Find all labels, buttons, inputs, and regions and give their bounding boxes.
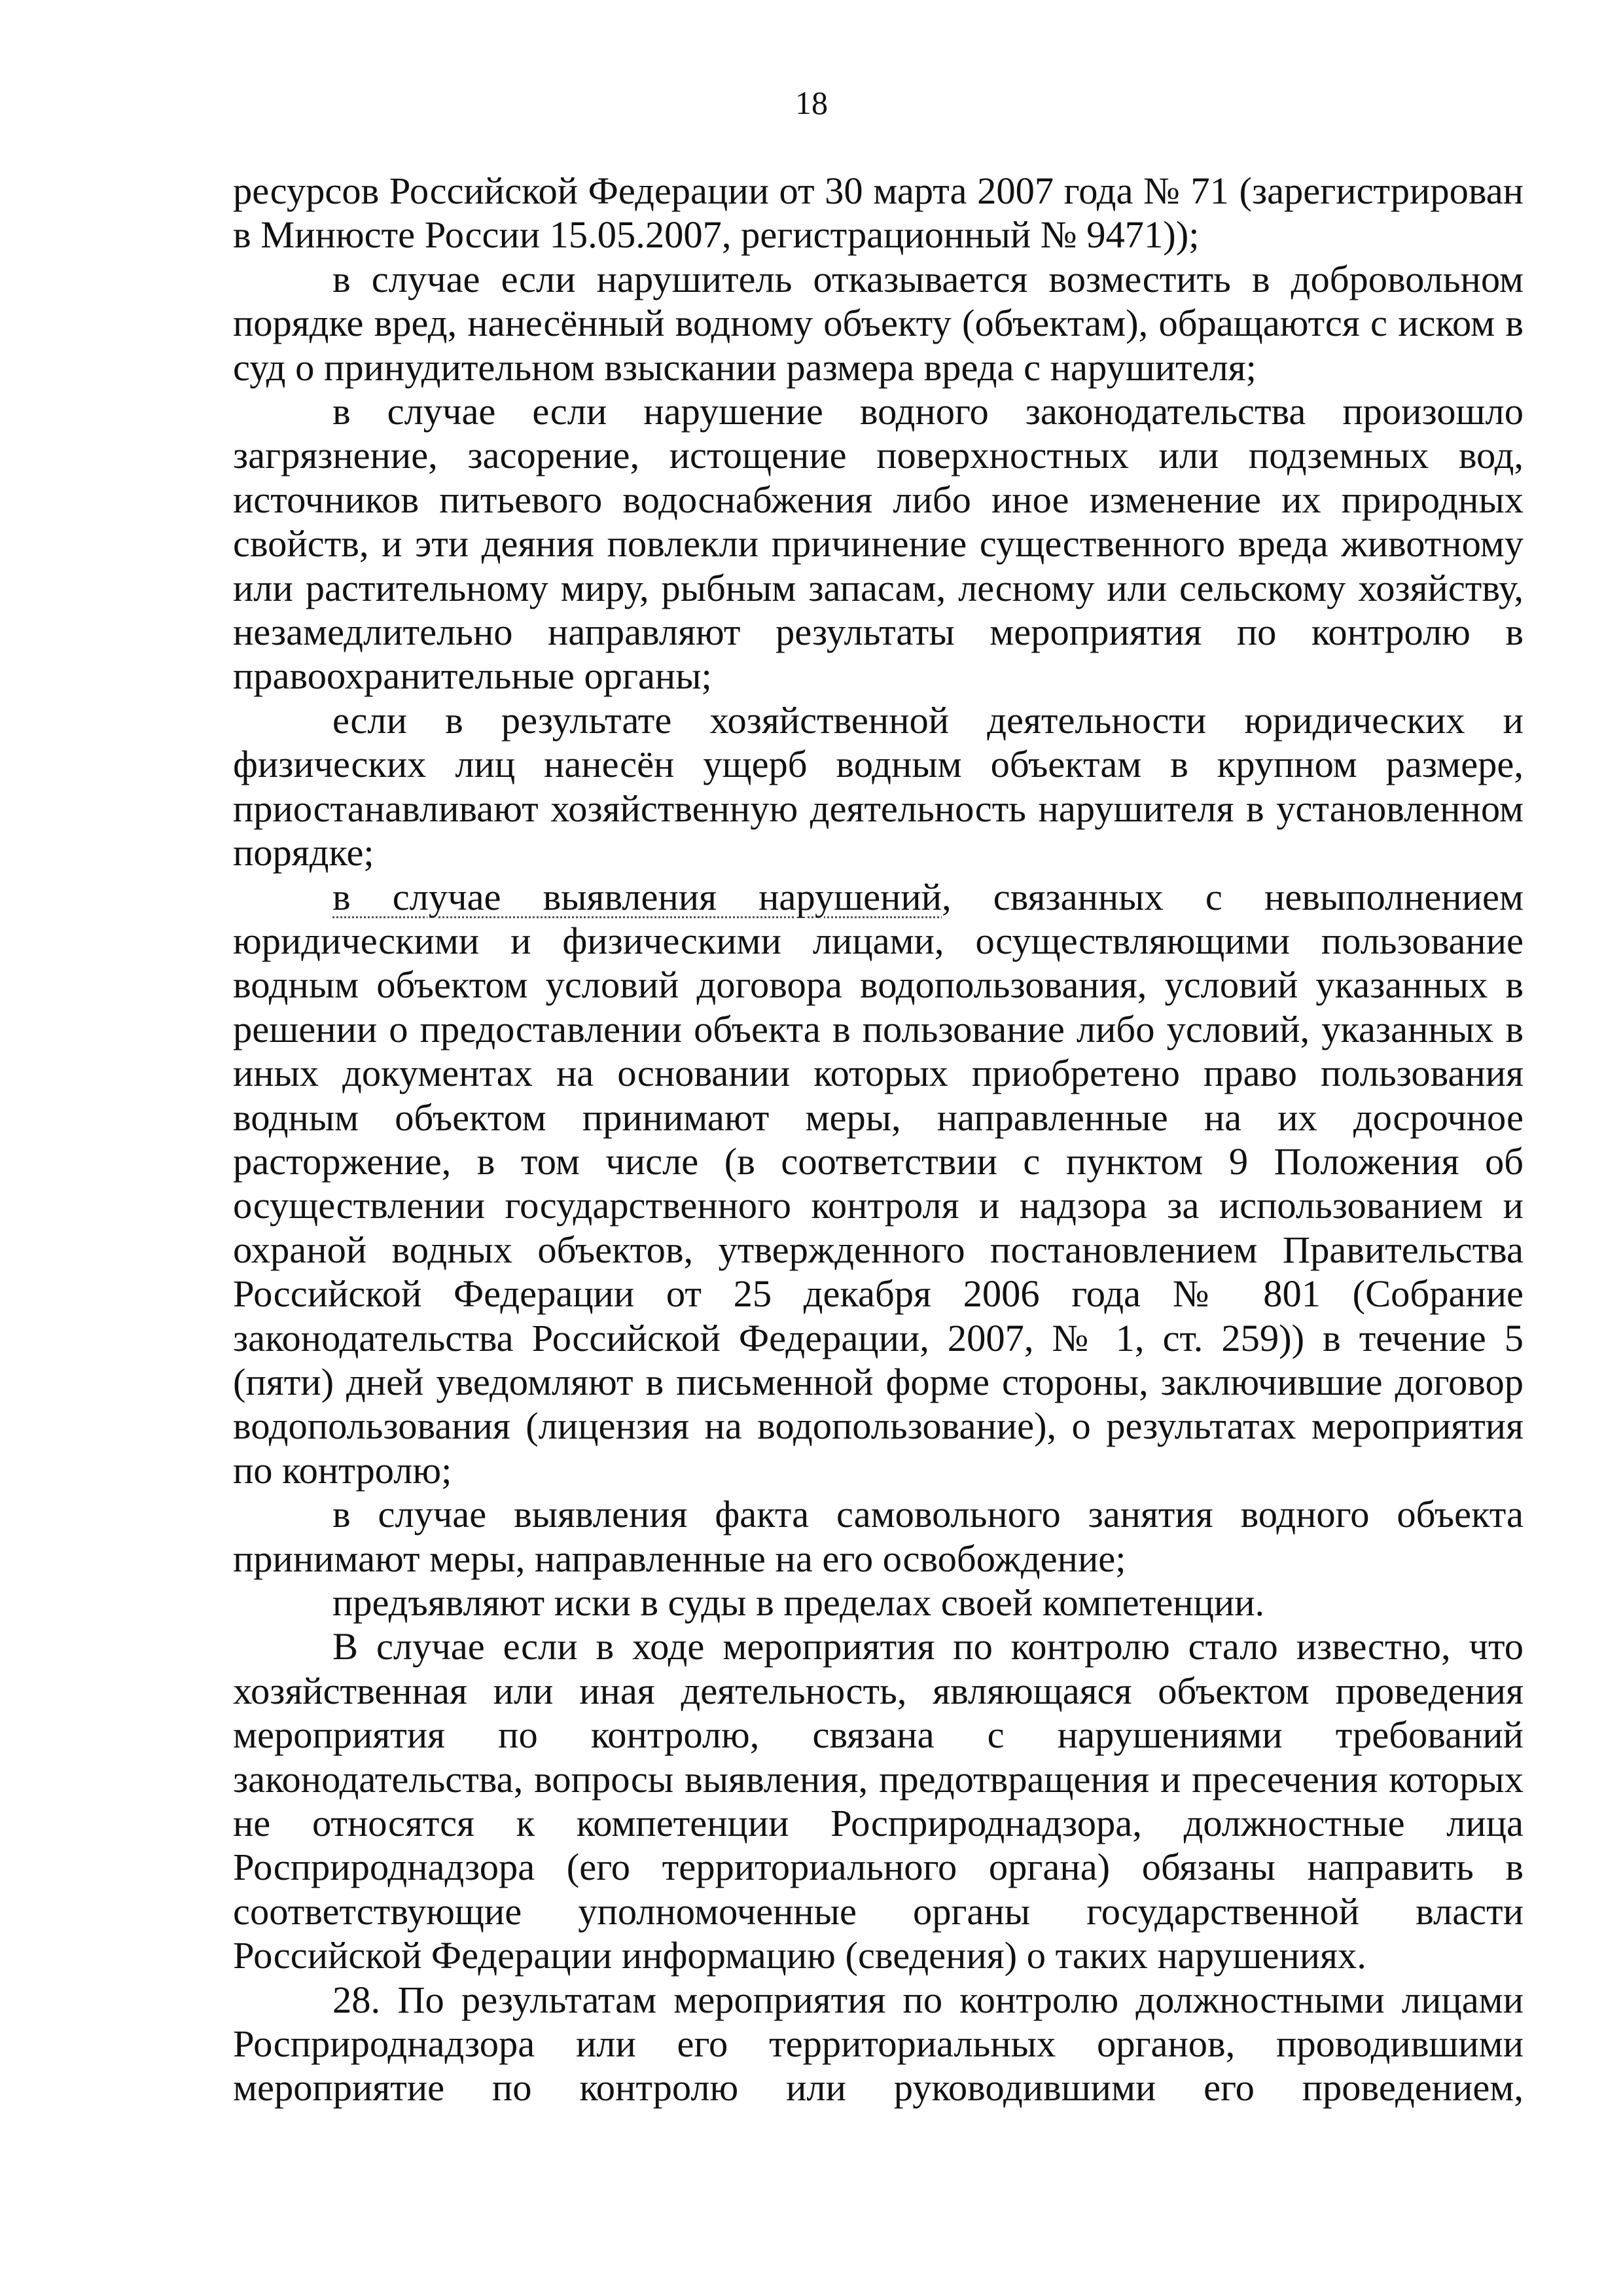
page-number: 18 (795, 84, 828, 121)
paragraph: в случае выявления факта самовольного занятия водного объекта принимают меры, направленные на его освобождение; (233, 1493, 1524, 1580)
paragraph-text: , связанных с невыполнением юридическими и физическими лицами, осуществляющими пользование водным объектом условий договора водопользования, условий указанных в решении о предоставлении объекта в пользование либо условий, указанных в иных документах на основании которых приобретено право пользования водным объектом принимают меры, направленные на их досрочное расторжение, в том числе (в соответствии с пунктом 9 Положения об осуществлении государственного контроля и надзора за использованием и охраной водных объектов, утвержденного постановлением Правительства Российской Федерации от 25 декабря 2006 года № 801 (Собрание законодательства Российской Федерации, 2007, № 1, ст. 259)) в течение 5 (пяти) дней уведомляют в письменной форме стороны, заключившие договор водопользования (лицензия на водопользование), о результатах мероприятия по контролю; (233, 875, 1524, 1492)
paragraph: предъявляют иски в суды в пределах своей компетенции. (332, 1581, 1265, 1624)
paragraph: В случае если в ходе мероприятия по контролю стало известно, что хозяйственная или иная деятельность, являющаяся объектом проведения мероприятия по контролю, связана с нарушениями требований законодательства, вопросы выявления, предотвращения и пресечения которых не относятся к компетенции Росприроднадзора, должностные лица Росприроднадзора (его территориального органа) обязаны направить в соответствующие уполномоченные органы государственной власти Российской Федерации информацию (сведения) о таких нарушениях. (233, 1625, 1524, 1977)
paragraph (233, 875, 1524, 1493)
paragraph: в случае если нарушение водного законодательства произошло загрязнение, засорение, истощение поверхностных или подземных вод, источников питьевого водоснабжения либо иное изменение их природных свойств, и эти деяния повлекли причинение существенного вреда животному или растительному миру, рыбным запасам, лесному или сельскому хозяйству, незамедлительно направляют результаты мероприятия по контролю в правоохранительные органы; (233, 390, 1524, 698)
underlined-phrase: в случае выявления нарушений (332, 875, 942, 918)
paragraph-continuation: ресурсов Российской Федерации от 30 марта 2007 года № 71 (зарегистрирован в Минюсте России 15.05.2007, регистрационный № 9471)); (233, 170, 1524, 257)
paragraph: в случае если нарушитель отказывается возместить в добровольном порядке вред, нанесённый водному объекту (объектам), обращаются с иском в суд о принудительном взыскании размера вреда с нарушителя; (233, 257, 1524, 389)
paragraph-continues: 28. По результатам мероприятия по контролю должностными лицами Росприроднадзора или его территориальных органов, проводившими мероприятие по контролю или руководившими его проведением, (233, 1978, 1524, 2109)
paragraph: если в результате хозяйственной деятельности юридических и физических лиц нанесён ущерб водным объектам в крупном размере, приостанавливают хозяйственную деятельность нарушителя в установленном порядке; (233, 698, 1524, 874)
document-body (233, 169, 1524, 2110)
